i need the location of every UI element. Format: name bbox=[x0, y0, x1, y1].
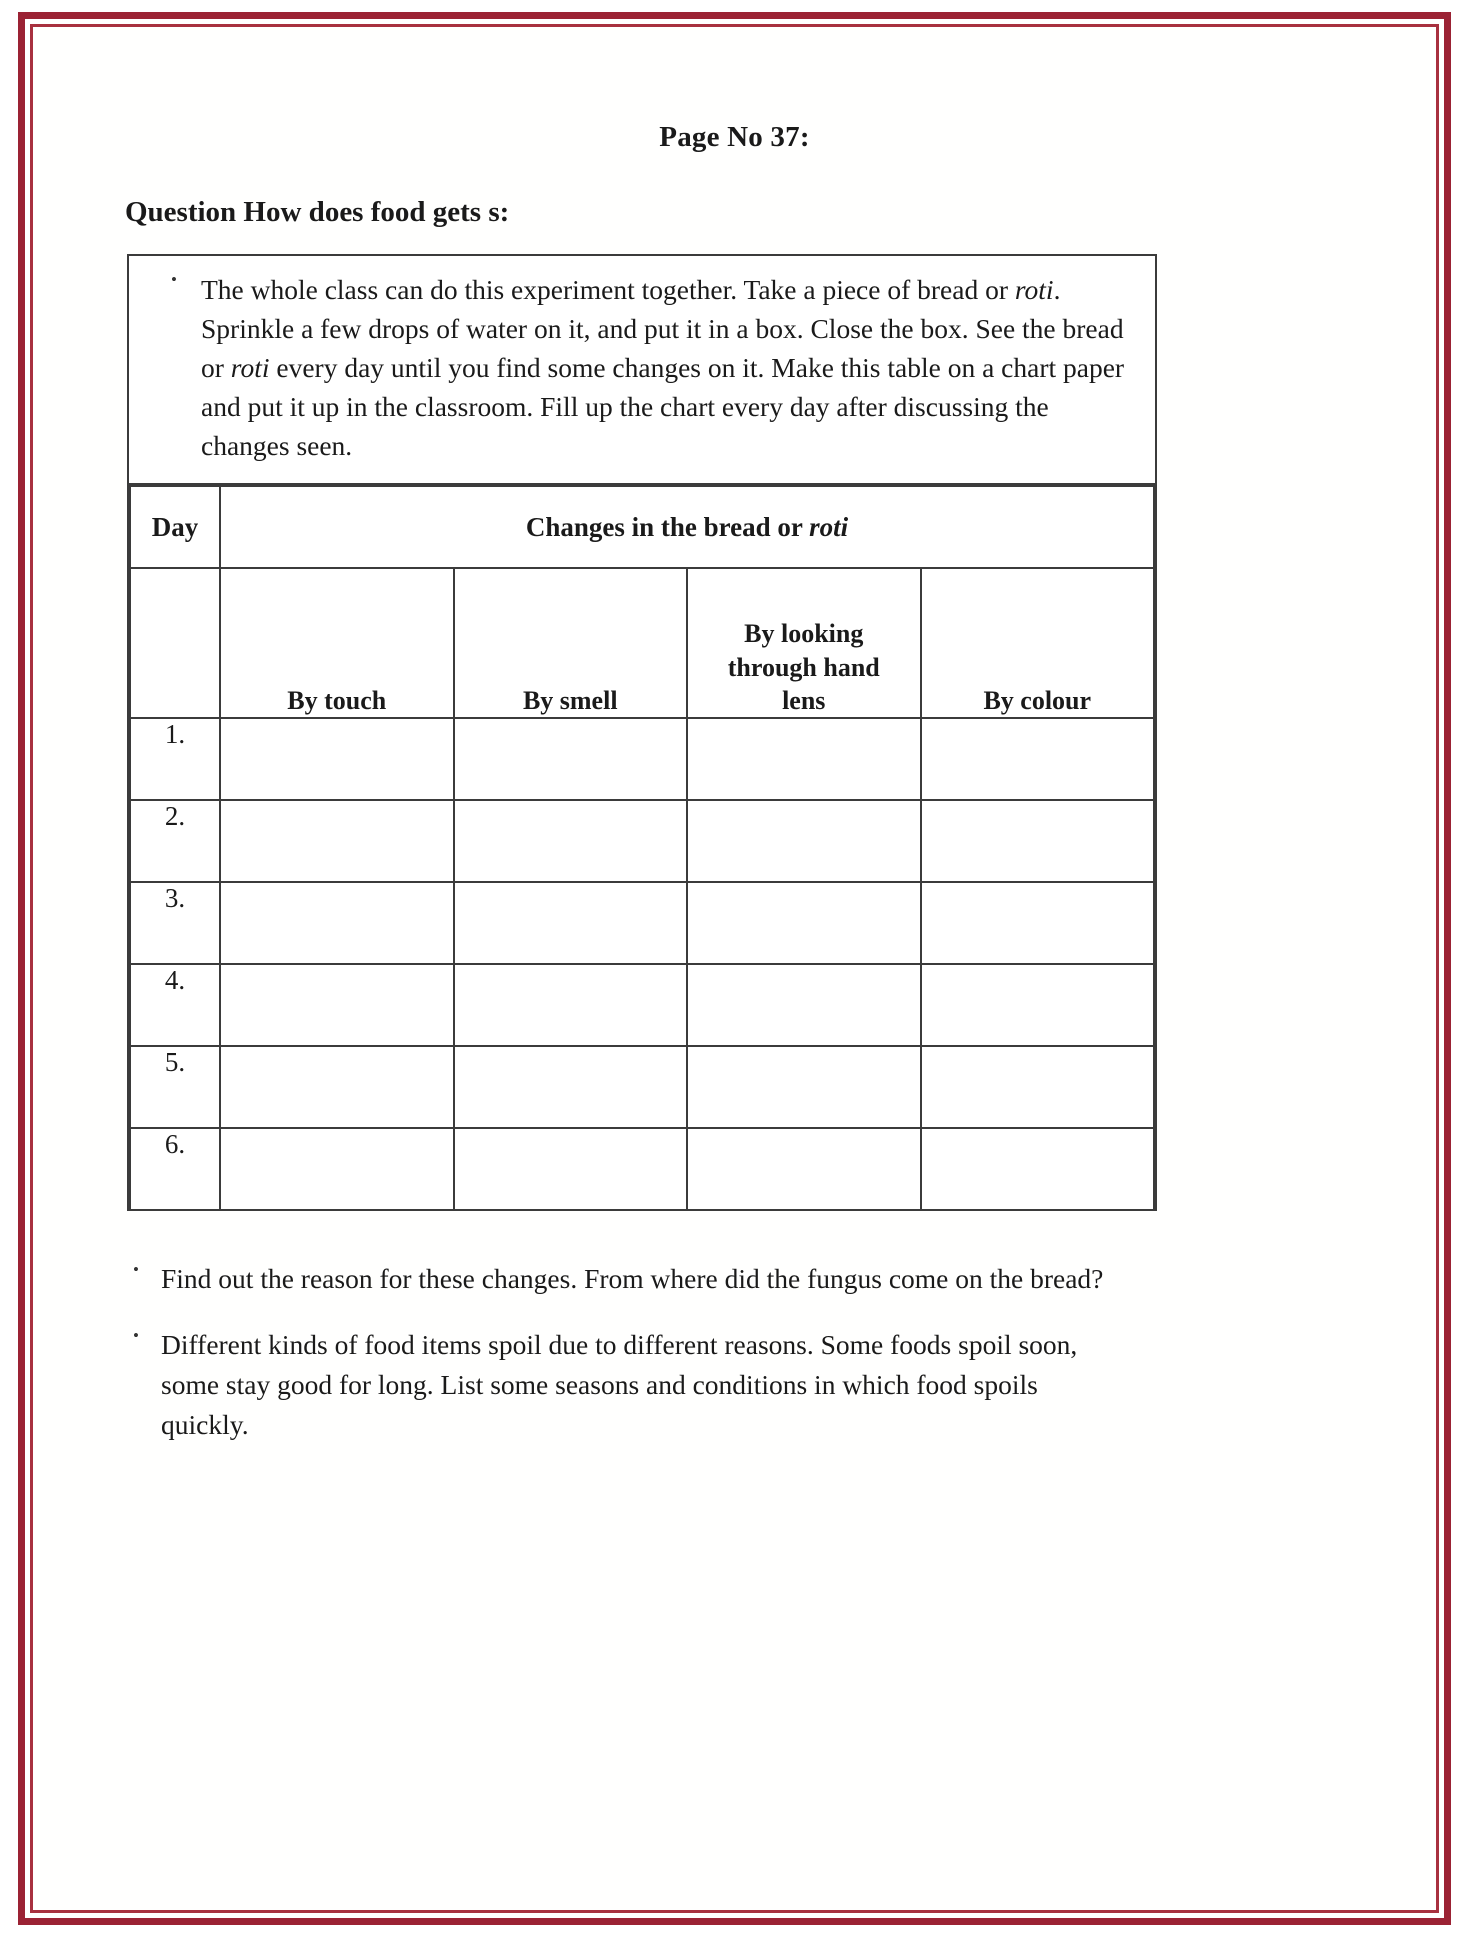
list-item: • Different kinds of food items spoil due to different reasons. Some foods spoil soon, some stay good for long. List some seasons and conditions in which food spoils quickly. bbox=[121, 1325, 1121, 1445]
cell-by-hand-lens[interactable] bbox=[687, 1128, 921, 1210]
column-header-by-hand-lens bbox=[687, 568, 921, 718]
decorative-page-border-outer bbox=[18, 12, 1451, 1925]
row-day-number: 3. bbox=[130, 882, 220, 964]
cell-by-colour[interactable] bbox=[921, 800, 1155, 882]
header-changes-in-bread bbox=[220, 486, 1154, 568]
cell-by-touch[interactable] bbox=[220, 882, 454, 964]
cell-by-smell[interactable] bbox=[454, 1128, 688, 1210]
experiment-instructions bbox=[129, 256, 1155, 485]
row-day-number: 2. bbox=[130, 800, 220, 882]
cell-by-colour[interactable] bbox=[921, 882, 1155, 964]
cell-by-colour[interactable] bbox=[921, 964, 1155, 1046]
instruction-list bbox=[143, 270, 1141, 465]
hand-lens-line-2: through hand bbox=[727, 652, 880, 682]
cell-by-hand-lens[interactable] bbox=[687, 718, 921, 800]
cell-by-smell[interactable] bbox=[454, 800, 688, 882]
table-column-header-row bbox=[130, 568, 1154, 718]
cell-by-smell[interactable] bbox=[454, 718, 688, 800]
instruction-italic-roti-1: roti bbox=[1014, 274, 1054, 305]
header-day: Day bbox=[130, 486, 220, 568]
hand-lens-line-3: lens bbox=[782, 685, 826, 715]
followup-question-list bbox=[121, 1259, 1121, 1445]
table-row bbox=[130, 1046, 1154, 1128]
decorative-page-border-inner bbox=[30, 24, 1439, 1913]
page-title: Page No 37: bbox=[659, 121, 810, 153]
table-row bbox=[130, 882, 1154, 964]
cell-by-hand-lens[interactable] bbox=[687, 800, 921, 882]
list-item: • Find out the reason for these changes. From where did the fungus come on the bread? bbox=[121, 1259, 1121, 1299]
cell-by-colour[interactable] bbox=[921, 1128, 1155, 1210]
row-day-number: 4. bbox=[130, 964, 220, 1046]
instruction-text-part3: every day until you find some changes on it. Make this table on a chart paper and put it up in the classroom. Fill up the chart every day after discussing the changes seen. bbox=[201, 352, 1125, 462]
observation-chart-table bbox=[129, 485, 1155, 1211]
cell-by-smell[interactable] bbox=[454, 882, 688, 964]
document-page bbox=[33, 27, 1436, 1910]
instruction-text-part1: The whole class can do this experiment together. Take a piece of bread or bbox=[201, 274, 1015, 305]
column-header-by-colour: By colour bbox=[921, 568, 1155, 718]
table-row bbox=[130, 800, 1154, 882]
hand-lens-line-1: By looking bbox=[744, 619, 864, 649]
cell-by-touch[interactable] bbox=[220, 964, 454, 1046]
table-row bbox=[130, 718, 1154, 800]
cell-by-touch[interactable] bbox=[220, 1128, 454, 1210]
cell-by-colour[interactable] bbox=[921, 1046, 1155, 1128]
cell-by-smell[interactable] bbox=[454, 964, 688, 1046]
row-day-number: 1. bbox=[130, 718, 220, 800]
cell-by-smell[interactable] bbox=[454, 1046, 688, 1128]
question-heading: Question How does food gets s: bbox=[125, 196, 510, 228]
row-day-number: 6. bbox=[130, 1128, 220, 1210]
cell-by-hand-lens[interactable] bbox=[687, 964, 921, 1046]
cell-by-touch[interactable] bbox=[220, 718, 454, 800]
column-header-blank bbox=[130, 568, 220, 718]
row-day-number: 5. bbox=[130, 1046, 220, 1128]
cell-by-colour[interactable] bbox=[921, 718, 1155, 800]
table-row bbox=[130, 1128, 1154, 1210]
cell-by-hand-lens[interactable] bbox=[687, 882, 921, 964]
instruction-italic-roti-2: roti bbox=[230, 352, 270, 384]
experiment-block bbox=[127, 254, 1157, 1211]
column-header-by-smell: By smell bbox=[454, 568, 688, 718]
instruction-text-part2: . Sprinkle a few drops of water on it, and put it in a box. Close the box. See the bread or bbox=[201, 274, 1124, 384]
cell-by-touch[interactable] bbox=[220, 1046, 454, 1128]
table-row bbox=[130, 964, 1154, 1046]
column-header-by-touch: By touch bbox=[220, 568, 454, 718]
list-item bbox=[201, 270, 1141, 465]
header-changes-prefix: Changes in the bread or bbox=[525, 511, 810, 542]
cell-by-touch[interactable] bbox=[220, 800, 454, 882]
cell-by-hand-lens[interactable] bbox=[687, 1046, 921, 1128]
table-group-header-row bbox=[130, 486, 1154, 568]
header-changes-italic-roti: roti bbox=[809, 511, 849, 542]
